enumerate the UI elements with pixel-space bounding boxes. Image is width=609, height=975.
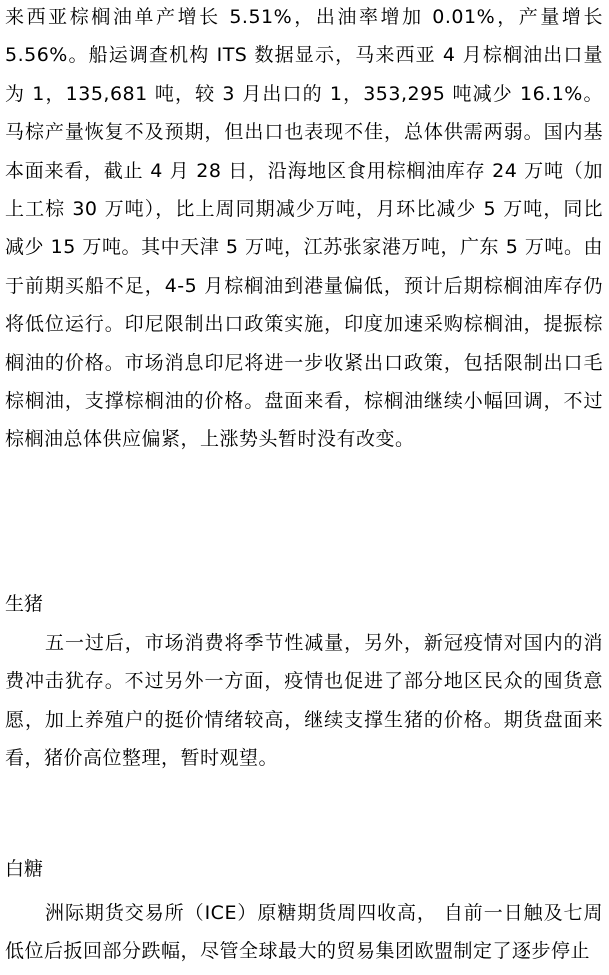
- hog-section-heading: 生猪: [5, 593, 44, 615]
- palm-oil-paragraph: 来西亚棕榈油单产增长 5.51%，出油率增加 0.01%，产量增长 5.56%。船运调查机构 ITS 数据显示，马来西亚 4 月棕榈油出口量为 1，135,681 吨，较 3 月出口的 1，353,295 吨减少 16.1%。马棕产量恢复不及预期，但出口也表现不佳，总体供需两弱。国内基本面来看，截止 4 月 28 日，沿海地区食用棕榈油库存 24 万吨（加上工棕 30 万吨），比上周同期减少万吨，月环比减少 5 万吨，同比减少 15 万吨。其中天津 5 万吨，江苏张家港万吨，广东 5 万吨。由于前期买船不足，4-5 月棕榈油到港量偏低，预计后期棕榈油库存仍将低位运行。印尼限制出口政策实施，印度加速采购棕榈油，提振棕榈油的价格。市场消息印尼将进一步收紧出口政策，包括限制出口毛棕榈油，支撑棕榈油的价格。盘面来看，棕榈油继续小幅回调，不过棕榈油总体供应偏紧，上涨势头暂时没有改变。: [5, 6, 603, 451]
- sugar-section-heading: 白糖: [5, 858, 44, 880]
- hog-paragraph: 五一过后，市场消费将季节性减量，另外，新冠疫情对国内的消费冲击犹存。不过另外一方面，疫情也促进了部分地区民众的囤货意愿，加上养殖户的挺价情绪较高，继续支撑生猪的价格。期货盘面来看，猪价高位整理，暂时观望。: [5, 632, 603, 770]
- sugar-paragraph: 洲际期货交易所（ICE）原糖期货周四收高， 自前一日触及七周低位后扳回部分跌幅，尽管全球最大的贸易集团欧盟制定了逐步停止: [5, 902, 603, 963]
